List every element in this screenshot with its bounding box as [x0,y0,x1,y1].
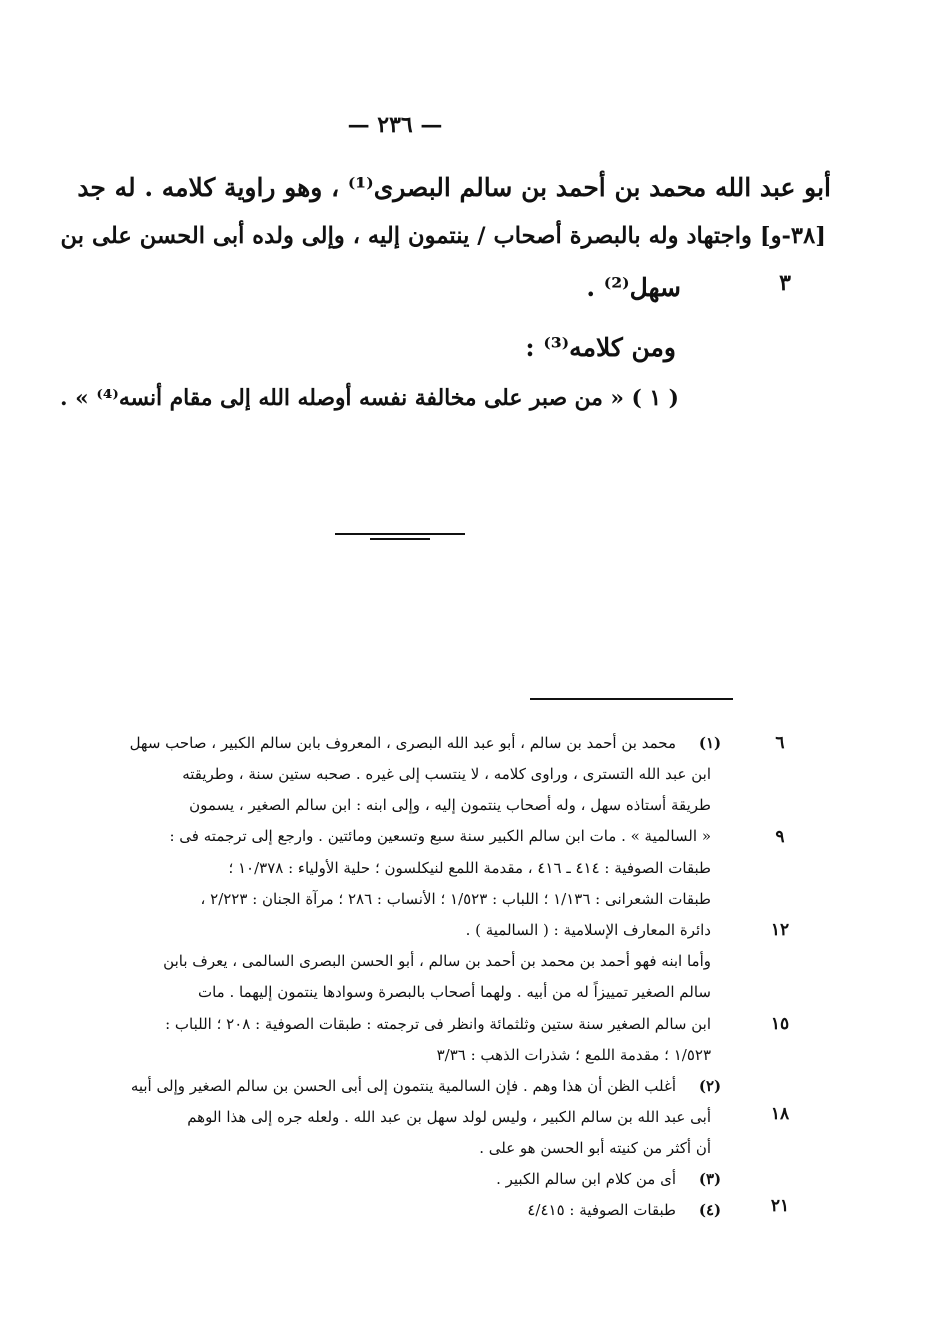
footnote-line: طبقات الصوفية : ٤/٤١٥ [527,1201,676,1219]
footnote-line-number: ١٨ [770,1104,790,1124]
footnote-line: ابن عبد الله التسترى ، وراوى كلامه ، لا ينتسب إلى غيره . صحبه ستين سنة ، وطريقته [182,765,711,783]
footnote-line: طبقات الصوفية : ٤١٤ ـ ٤١٦ ، مقدمة اللمع لنيكلسون ؛ حلية الأولياء : ١٠/٣٧٨ ؛ [228,859,711,877]
quote-line: ( ١ ) « من صبر على مخالفة نفسه أوصله الله إلى مقام أنسه⁽⁴⁾ » . [60,386,679,411]
footnote-line-number: ٦ [775,733,785,753]
footnote-line: ١/٥٢٣ ؛ مقدمة اللمع ؛ شذرات الذهب : ٣/٣٦ [436,1046,711,1064]
body-line-2: [٣٨-و] واجتهاد وله بالبصرة أصحاب / ينتمون إليه ، وإلى ولده أبى الحسن على بن [60,223,826,249]
body-line-4: ومن كلامه⁽³⁾ : [525,333,676,362]
footnote-line: أبى عبد الله بن سالم الكبير ، وليس لولد سهل بن عبد الله . ولعله جره إلى هذا الوهم [187,1108,711,1126]
footnote-line: أن أكثر من كنيته أبو الحسن هو على . [479,1139,711,1157]
footnote-marker-3: (٣) [698,1170,722,1188]
footnote-marker-4: (٤) [698,1201,722,1219]
footnote-line: ابن سالم الصغير سنة ستين وثلثمائة وانظر فى ترجمته : طبقات الصوفية : ٢٠٨ ؛ اللباب : [165,1015,711,1033]
footnote-rule [530,698,733,700]
footnote-line: محمد بن أحمد بن سالم ، أبو عبد الله البصرى ، المعروف بابن سالم الكبير ، صاحب سهل [129,734,676,752]
margin-line-number: ٣ [779,270,791,296]
footnote-line: طريقة أستاذه سهل ، وله أصحاب ينتمون إليه ، وإلى ابنه : ابن سالم الصغير ، يسمون [189,796,711,814]
footnote-line: أغلب الظن أن هذا وهم . فإن السالمية ينتمون إلى أبى الحسن بن سالم الصغير وإلى أبيه [130,1077,676,1095]
footnote-line: دائرة المعارف الإسلامية : ( السالمية ) . [465,921,711,939]
footnote-line-number: ١٥ [770,1014,790,1034]
footnote-line-number: ١٢ [770,920,790,940]
footnote-line: « السالمية » . مات ابن سالم الكبير سنة سبع وتسعين ومائتين . وارجع إلى ترجمته فى : [169,827,711,845]
footnote-marker-2: (٢) [698,1077,722,1095]
footnote-line-number: ٩ [775,827,785,847]
footnote-line: أى من كلام ابن سالم الكبير . [496,1170,676,1188]
page-number: — ٢٣٦ — [347,112,443,138]
footnote-line: طبقات الشعرانى : ١/١٣٦ ؛ اللباب : ١/٥٢٣ ؛ الأنساب : ٢٨٦ ؛ مرآة الجنان : ٢/٢٢٣ ، [200,890,711,908]
footnote-line-number: ٢١ [770,1196,790,1216]
body-line-1: أبو عبد الله محمد بن أحمد بن سالم البصرى⁽¹⁾ ، وهو راوية كلامه . له جد [77,173,831,202]
footnote-marker-1: (١) [698,734,722,752]
footnote-line: سالم الصغير تمييزاً له من أبيه . ولهما أصحاب بالبصرة وسوادها ينتمون إليهما . مات [197,983,711,1001]
footnote-line: وأما ابنه فهو أحمد بن محمد بن أحمد بن سالم ، أبو الحسن البصرى السالمى ، يعرف بابن [163,952,711,970]
section-divider [335,533,465,539]
body-line-3: سهل⁽²⁾ . [586,273,681,302]
